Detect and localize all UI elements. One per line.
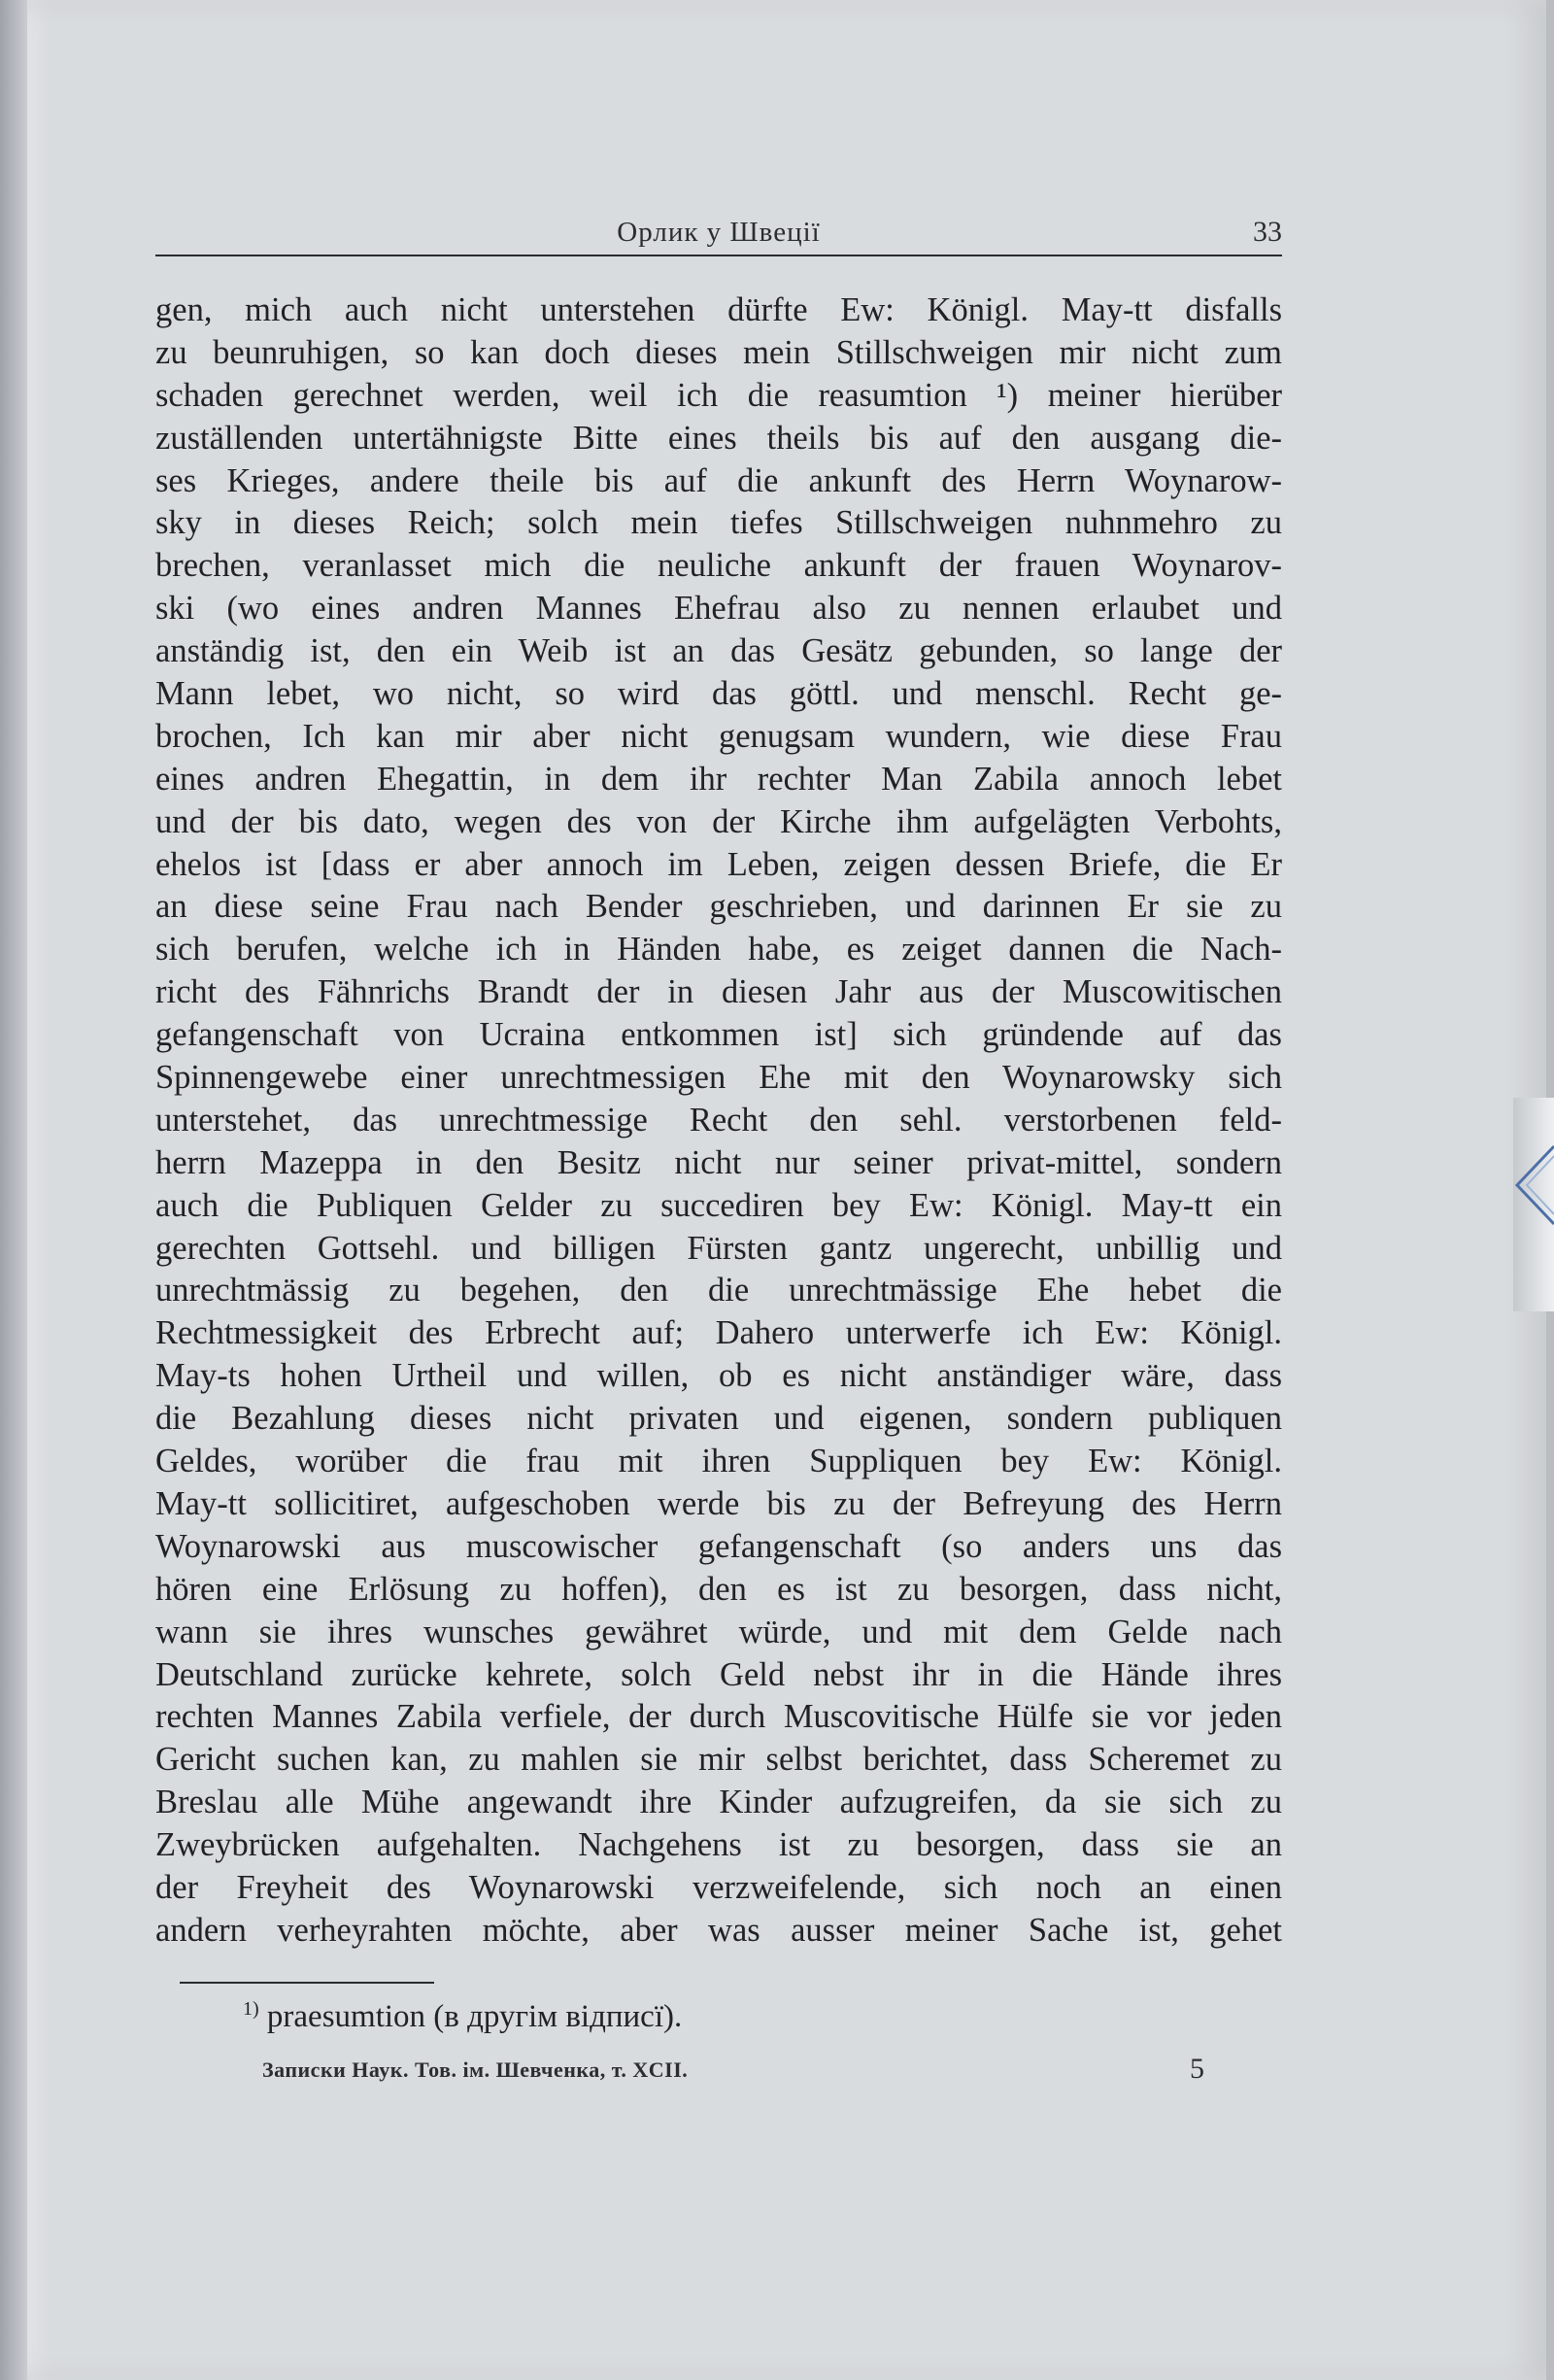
text-line: Gericht suchen kan, zu mahlen sie mir selbst berichtet, dass Scheremet zu [155,1741,1282,1779]
text-line: brechen, veranlasset mich die neuliche ankunft der frauen Woynarov- [155,547,1282,585]
text-line: gerechten Gottsehl. und billigen Fürsten gantz ungerecht, unbillig und [155,1229,1282,1267]
text-line: ses Krieges, andere theile bis auf die ankunft des Herrn Woynarow- [155,461,1282,499]
text-line: ehelos ist [dass er aber annoch im Leben, zeigen dessen Briefe, die Er [155,845,1282,883]
page-header [155,202,1282,256]
text-line: wann sie ihres wunsches gewähret würde, und mit dem Gelde nach [155,1613,1282,1650]
text-line: zuställenden untertähnigste Bitte eines theils bis auf den ausgang die- [155,419,1282,457]
text-line: ski (wo eines andren Mannes Ehefrau also zu nennen erlaubet und [155,590,1282,628]
text-line: Spinnengewebe einer unrechtmessigen Ehe mit den Woynarowsky sich [155,1059,1282,1097]
footnote-marker: 1) [243,1998,259,2020]
text-line: gen, mich auch nicht unterstehen dürfte Ew: Königl. May-tt disfalls [155,291,1282,328]
text-line: Woynarowski aus muscowischer gefangenschaft (so anders uns das [155,1527,1282,1565]
page-number: 33 [1253,216,1282,248]
text-line: Geldes, worüber die frau mit ihren Suppliquen bey Ew: Königl. [155,1443,1282,1480]
text-line: schaden gerechnet werden, weil ich die reasumtion ¹) meiner hierüber [155,376,1282,414]
text-line: Breslau alle Mühe angewandt ihre Kinder aufzugreifen, da sie sich zu [155,1784,1282,1821]
footnote-rule [180,1982,434,1984]
bookmark-arrow-icon [1513,1137,1554,1253]
text-line: gefangenschaft von Ucraina entkommen ist] sich gründende auf das [155,1016,1282,1054]
body-text [155,289,1282,1953]
footnote [243,1999,682,2035]
running-head: Орлик у Швеції [617,217,821,248]
printer-signature: Записки Наук. Тов. ім. Шевченка, т. XCII. [262,2057,689,2082]
text-line: der Freyheit des Woynarowski verzweifelende, sich noch an einen [155,1868,1282,1906]
text-line: auch die Publiquen Gelder zu succediren bey Ew: Königl. May-tt ein [155,1186,1282,1224]
page-gutter [0,0,27,2380]
text-line: richt des Fähnrichs Brandt der in diesen Jahr aus der Muscowitischen [155,973,1282,1011]
text-line: andern verheyrahten möchte, aber was ausser meiner Sache ist, gehet [155,1911,1282,1949]
text-line: herrn Mazeppa in den Besitz nicht nur seiner privat-mittel, sondern [155,1143,1282,1181]
text-line: May-tt sollicitiret, aufgeschoben werde bis zu der Befreyung des Herrn [155,1484,1282,1522]
text-line: anständig ist, den ein Weib ist an das Gesätz gebunden, so lange der [155,632,1282,670]
text-line: sky in dieses Reich; solch mein tiefes Stillschweigen nuhnmehro zu [155,504,1282,542]
bookmark-tab [1513,1098,1554,1311]
text-line: eines andren Ehegattin, in dem ihr rechter Man Zabila annoch lebet [155,760,1282,798]
text-line: unrechtmässig zu begehen, den die unrechtmässige Ehe hebet die [155,1272,1282,1309]
text-line: brochen, Ich kan mir aber nicht genugsam wundern, wie diese Frau [155,717,1282,755]
text-line: Zweybrücken aufgehalten. Nachgehens ist zu besorgen, dass sie an [155,1826,1282,1864]
signature-number: 5 [1190,2053,1204,2085]
text-line: unterstehet, das unrechtmessige Recht den sehl. verstorbenen feld- [155,1101,1282,1139]
text-line: an diese seine Frau nach Bender geschrieben, und darinnen Er sie zu [155,888,1282,926]
text-line: hören eine Erlösung zu hoffen), den es ist zu besorgen, dass nicht, [155,1570,1282,1608]
text-line: Deutschland zurücke kehrete, solch Geld nebst ihr in die Hände ihres [155,1655,1282,1693]
text-line: und der bis dato, wegen des von der Kirche ihm aufgelägten Verbohts, [155,802,1282,840]
text-line: zu beunruhigen, so kan doch dieses mein Stillschweigen mir nicht zum [155,333,1282,371]
text-line: Mann lebet, wo nicht, so wird das göttl. und menschl. Recht ge- [155,675,1282,713]
text-line: sich berufen, welche ich in Händen habe, es zeiget dannen die Nach- [155,931,1282,969]
footnote-text: praesumtion (в другім відписї). [258,1999,683,2034]
text-line: Rechtmessigkeit des Erbrecht auf; Dahero unterwerfe ich Ew: Königl. [155,1314,1282,1352]
text-line: May-ts hohen Urtheil und willen, ob es nicht anständiger wäre, dass [155,1357,1282,1395]
text-line: die Bezahlung dieses nicht privaten und eigenen, sondern publiquen [155,1400,1282,1438]
text-line: rechten Mannes Zabila verfiele, der durch Muscovitische Hülfe sie vor jeden [155,1698,1282,1736]
